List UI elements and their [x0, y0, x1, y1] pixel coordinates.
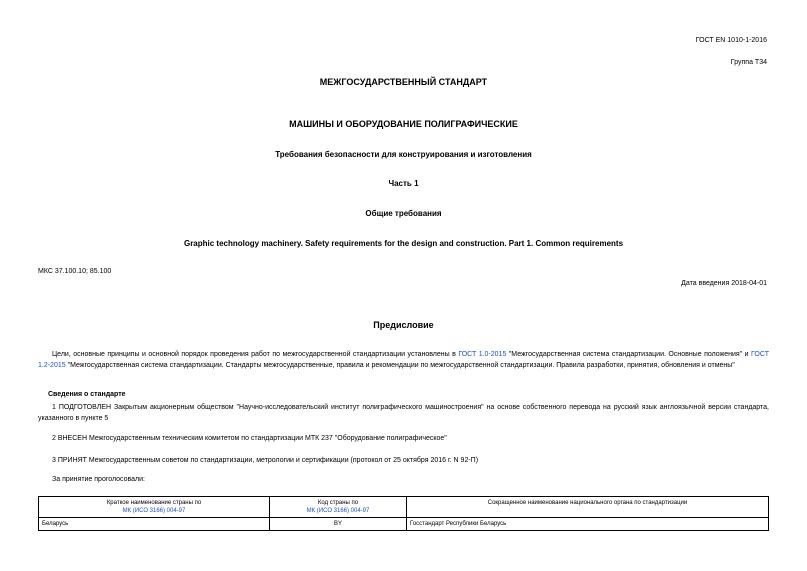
introduced-by-paragraph: 2 ВНЕСЕН Межгосударственным техническим комитетом по стандартизации МТК 237 "Оборудование полиграфическое": [52, 435, 447, 442]
standard-type-title: МЕЖГОСУДАРСТВЕННЫЙ СТАНДАРТ: [319, 77, 488, 87]
adopted-by-paragraph: 3 ПРИНЯТ Межгосударственным советом по стандартизации, метрологии и сертификации (протокол от 25 октября 2016 г. N 92-П): [52, 457, 479, 464]
national-body-header: Сокращенное наименование национального органа по стандартизации: [407, 497, 769, 518]
preface-text-a: Цели, основные принципы и основной порядок проведения работ по межгосударственной стандартизации установлены в: [52, 351, 459, 358]
national-body-cell: Госстандарт Республики Беларусь: [407, 518, 769, 531]
table-header-row: [39, 497, 769, 518]
country-name-standard-link[interactable]: МК (ИСО 3166) 004-97: [122, 508, 186, 514]
country-cell: Беларусь: [39, 518, 270, 531]
preface-heading: Предисловие: [373, 320, 434, 330]
country-name-header: Краткое наименование страны по МК (ИСО 3166) 004-97: [39, 497, 270, 518]
part-title: Часть 1: [388, 179, 419, 188]
requirements-title: Требования безопасности для конструирования и изготовления: [275, 150, 532, 159]
preface-paragraph: [38, 349, 769, 371]
general-title: Общие требования: [365, 209, 442, 218]
gost-1-2-link[interactable]: ГОСТ 1.2-2015: [38, 351, 769, 369]
country-code-header: Код страны по МК (ИСО 3166) 004-97: [270, 497, 407, 518]
voting-states-table: [38, 496, 769, 531]
prepared-by-paragraph: 1 ПОДГОТОВЛЕН Закрытым акционерным обществом "Научно-исследовательский институт полиграфического машиностроения" на основе собственного перевода на русский язык англоязычной версии стандарта, указанного в пункте 5: [38, 404, 769, 422]
gost-1-0-link[interactable]: ГОСТ 1.0-2015: [458, 351, 507, 358]
country-code-standard-link[interactable]: МК (ИСО 3166) 004-97: [306, 508, 370, 514]
document-code: ГОСТ EN 1010-1-2016: [695, 37, 767, 44]
standard-info-heading: Сведения о стандарте: [48, 391, 126, 398]
mks-code: МКС 37.100.10; 85.100: [38, 268, 112, 275]
country-code-cell: BY: [270, 518, 407, 531]
preface-text-c: "Межгосударственная система стандартизации. Стандарты межгосударственные, правила и рекомендации по межгосударственной стандартизации. Правила разработки, принятия, обновления и отмены": [65, 362, 735, 369]
document-group: Группа Т34: [730, 59, 767, 66]
standard-subject-title: МАШИНЫ И ОБОРУДОВАНИЕ ПОЛИГРАФИЧЕСКИЕ: [289, 119, 518, 129]
english-title: Graphic technology machinery. Safety requirements for the design and construction. Part 1. Common requirements: [183, 239, 624, 248]
introduction-date: Дата введения 2018-04-01: [681, 280, 767, 287]
preface-text-b: "Межгосударственная система стандартизации. Основные положения" и: [506, 351, 752, 358]
table-row: [39, 518, 769, 531]
voted-for-paragraph: За принятие проголосовали:: [52, 476, 145, 483]
